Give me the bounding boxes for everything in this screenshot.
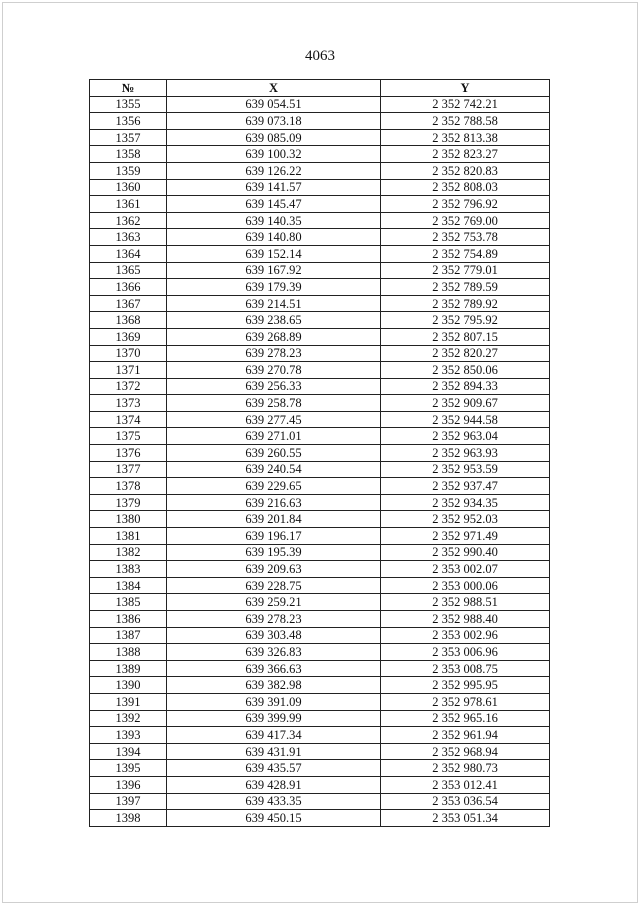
y-coordinate-cell: 2 352 808.03 (381, 179, 550, 196)
x-coordinate-cell: 639 145.47 (167, 196, 381, 213)
y-coordinate-cell: 2 353 002.07 (381, 561, 550, 578)
y-coordinate-cell: 2 352 934.35 (381, 494, 550, 511)
x-coordinate-cell: 639 073.18 (167, 113, 381, 130)
x-coordinate-cell: 639 399.99 (167, 710, 381, 727)
y-coordinate-cell: 2 352 742.21 (381, 96, 550, 113)
y-coordinate-cell: 2 352 995.95 (381, 677, 550, 694)
point-number-cell: 1393 (90, 727, 167, 744)
table-row (90, 760, 550, 777)
y-coordinate-cell: 2 352 789.59 (381, 279, 550, 296)
table-row (90, 511, 550, 528)
point-number-cell: 1373 (90, 395, 167, 412)
y-coordinate-cell: 2 353 051.34 (381, 810, 550, 827)
x-coordinate-cell: 639 054.51 (167, 96, 381, 113)
y-coordinate-cell: 2 353 006.96 (381, 644, 550, 661)
x-coordinate-cell: 639 278.23 (167, 611, 381, 628)
point-number-cell: 1370 (90, 345, 167, 362)
x-coordinate-cell: 639 391.09 (167, 693, 381, 710)
y-coordinate-cell: 2 352 850.06 (381, 362, 550, 379)
table-row (90, 660, 550, 677)
point-number-cell: 1389 (90, 660, 167, 677)
x-coordinate-cell: 639 085.09 (167, 129, 381, 146)
point-number-cell: 1369 (90, 328, 167, 345)
y-coordinate-cell: 2 353 036.54 (381, 793, 550, 810)
y-coordinate-cell: 2 352 779.01 (381, 262, 550, 279)
point-number-cell: 1378 (90, 478, 167, 495)
table-row (90, 96, 550, 113)
point-number-cell: 1385 (90, 594, 167, 611)
x-coordinate-cell: 639 100.32 (167, 146, 381, 163)
point-number-cell: 1387 (90, 627, 167, 644)
x-coordinate-cell: 639 433.35 (167, 793, 381, 810)
x-coordinate-cell: 639 195.39 (167, 544, 381, 561)
table-row (90, 262, 550, 279)
y-coordinate-cell: 2 352 795.92 (381, 312, 550, 329)
table-row (90, 345, 550, 362)
column-header-number: № (90, 80, 167, 97)
x-coordinate-cell: 639 228.75 (167, 577, 381, 594)
table-body (90, 96, 550, 826)
table-row (90, 162, 550, 179)
x-coordinate-cell: 639 303.48 (167, 627, 381, 644)
x-coordinate-cell: 639 152.14 (167, 245, 381, 262)
x-coordinate-cell: 639 179.39 (167, 279, 381, 296)
table-row (90, 627, 550, 644)
y-coordinate-cell: 2 352 754.89 (381, 245, 550, 262)
point-number-cell: 1365 (90, 262, 167, 279)
table-row (90, 179, 550, 196)
x-coordinate-cell: 639 259.21 (167, 594, 381, 611)
table-row (90, 212, 550, 229)
y-coordinate-cell: 2 352 978.61 (381, 693, 550, 710)
point-number-cell: 1377 (90, 461, 167, 478)
y-coordinate-cell: 2 352 813.38 (381, 129, 550, 146)
table-row (90, 328, 550, 345)
table-header-row (90, 80, 550, 97)
x-coordinate-cell: 639 167.92 (167, 262, 381, 279)
table-row (90, 279, 550, 296)
point-number-cell: 1396 (90, 776, 167, 793)
point-number-cell: 1356 (90, 113, 167, 130)
y-coordinate-cell: 2 352 990.40 (381, 544, 550, 561)
x-coordinate-cell: 639 326.83 (167, 644, 381, 661)
table-row (90, 776, 550, 793)
table-row (90, 528, 550, 545)
x-coordinate-cell: 639 229.65 (167, 478, 381, 495)
page-number: 4063 (305, 48, 335, 64)
table-row (90, 710, 550, 727)
point-number-cell: 1371 (90, 362, 167, 379)
table-row (90, 245, 550, 262)
y-coordinate-cell: 2 353 012.41 (381, 776, 550, 793)
x-coordinate-cell: 639 270.78 (167, 362, 381, 379)
table-row (90, 793, 550, 810)
table-row (90, 677, 550, 694)
point-number-cell: 1381 (90, 528, 167, 545)
point-number-cell: 1383 (90, 561, 167, 578)
table-row (90, 644, 550, 661)
y-coordinate-cell: 2 352 796.92 (381, 196, 550, 213)
x-coordinate-cell: 639 256.33 (167, 378, 381, 395)
table-row (90, 461, 550, 478)
table-row (90, 478, 550, 495)
point-number-cell: 1358 (90, 146, 167, 163)
y-coordinate-cell: 2 352 807.15 (381, 328, 550, 345)
y-coordinate-cell: 2 352 820.83 (381, 162, 550, 179)
x-coordinate-cell: 639 277.45 (167, 411, 381, 428)
x-coordinate-cell: 639 278.23 (167, 345, 381, 362)
y-coordinate-cell: 2 353 000.06 (381, 577, 550, 594)
table-row (90, 428, 550, 445)
point-number-cell: 1376 (90, 445, 167, 462)
table-row (90, 594, 550, 611)
x-coordinate-cell: 639 450.15 (167, 810, 381, 827)
x-coordinate-cell: 639 271.01 (167, 428, 381, 445)
y-coordinate-cell: 2 352 988.40 (381, 611, 550, 628)
x-coordinate-cell: 639 260.55 (167, 445, 381, 462)
table-row (90, 445, 550, 462)
y-coordinate-cell: 2 352 963.93 (381, 445, 550, 462)
table-row (90, 561, 550, 578)
x-coordinate-cell: 639 258.78 (167, 395, 381, 412)
table-row (90, 295, 550, 312)
point-number-cell: 1364 (90, 245, 167, 262)
point-number-cell: 1367 (90, 295, 167, 312)
point-number-cell: 1366 (90, 279, 167, 296)
x-coordinate-cell: 639 382.98 (167, 677, 381, 694)
point-number-cell: 1379 (90, 494, 167, 511)
table-row (90, 129, 550, 146)
point-number-cell: 1392 (90, 710, 167, 727)
point-number-cell: 1359 (90, 162, 167, 179)
point-number-cell: 1380 (90, 511, 167, 528)
table-row (90, 544, 550, 561)
table-row (90, 693, 550, 710)
table-row (90, 146, 550, 163)
table-row (90, 113, 550, 130)
point-number-cell: 1360 (90, 179, 167, 196)
y-coordinate-cell: 2 353 008.75 (381, 660, 550, 677)
column-header-x: X (167, 80, 381, 97)
point-number-cell: 1362 (90, 212, 167, 229)
point-number-cell: 1361 (90, 196, 167, 213)
x-coordinate-cell: 639 141.57 (167, 179, 381, 196)
point-number-cell: 1372 (90, 378, 167, 395)
x-coordinate-cell: 639 435.57 (167, 760, 381, 777)
x-coordinate-cell: 639 201.84 (167, 511, 381, 528)
table-row (90, 577, 550, 594)
x-coordinate-cell: 639 240.54 (167, 461, 381, 478)
x-coordinate-cell: 639 140.35 (167, 212, 381, 229)
table-row (90, 229, 550, 246)
point-number-cell: 1388 (90, 644, 167, 661)
y-coordinate-cell: 2 352 980.73 (381, 760, 550, 777)
y-coordinate-cell: 2 352 769.00 (381, 212, 550, 229)
x-coordinate-cell: 639 428.91 (167, 776, 381, 793)
point-number-cell: 1374 (90, 411, 167, 428)
x-coordinate-cell: 639 126.22 (167, 162, 381, 179)
point-number-cell: 1375 (90, 428, 167, 445)
y-coordinate-cell: 2 352 823.27 (381, 146, 550, 163)
table-row (90, 743, 550, 760)
point-number-cell: 1391 (90, 693, 167, 710)
point-number-cell: 1395 (90, 760, 167, 777)
x-coordinate-cell: 639 268.89 (167, 328, 381, 345)
y-coordinate-cell: 2 352 894.33 (381, 378, 550, 395)
column-header-y: Y (381, 80, 550, 97)
table-row (90, 395, 550, 412)
coordinates-table (89, 79, 550, 827)
point-number-cell: 1382 (90, 544, 167, 561)
y-coordinate-cell: 2 352 961.94 (381, 727, 550, 744)
y-coordinate-cell: 2 352 952.03 (381, 511, 550, 528)
table-row (90, 362, 550, 379)
point-number-cell: 1390 (90, 677, 167, 694)
y-coordinate-cell: 2 352 963.04 (381, 428, 550, 445)
y-coordinate-cell: 2 352 944.58 (381, 411, 550, 428)
table-row (90, 727, 550, 744)
x-coordinate-cell: 639 209.63 (167, 561, 381, 578)
point-number-cell: 1398 (90, 810, 167, 827)
y-coordinate-cell: 2 352 789.92 (381, 295, 550, 312)
y-coordinate-cell: 2 352 820.27 (381, 345, 550, 362)
y-coordinate-cell: 2 352 788.58 (381, 113, 550, 130)
x-coordinate-cell: 639 214.51 (167, 295, 381, 312)
point-number-cell: 1384 (90, 577, 167, 594)
point-number-cell: 1368 (90, 312, 167, 329)
table-row (90, 196, 550, 213)
x-coordinate-cell: 639 216.63 (167, 494, 381, 511)
point-number-cell: 1357 (90, 129, 167, 146)
table-row (90, 611, 550, 628)
point-number-cell: 1355 (90, 96, 167, 113)
table-row (90, 810, 550, 827)
y-coordinate-cell: 2 352 988.51 (381, 594, 550, 611)
point-number-cell: 1397 (90, 793, 167, 810)
table-row (90, 411, 550, 428)
y-coordinate-cell: 2 352 968.94 (381, 743, 550, 760)
table-row (90, 378, 550, 395)
point-number-cell: 1386 (90, 611, 167, 628)
x-coordinate-cell: 639 431.91 (167, 743, 381, 760)
y-coordinate-cell: 2 352 909.67 (381, 395, 550, 412)
y-coordinate-cell: 2 352 965.16 (381, 710, 550, 727)
y-coordinate-cell: 2 352 971.49 (381, 528, 550, 545)
x-coordinate-cell: 639 140.80 (167, 229, 381, 246)
y-coordinate-cell: 2 352 937.47 (381, 478, 550, 495)
point-number-cell: 1394 (90, 743, 167, 760)
x-coordinate-cell: 639 366.63 (167, 660, 381, 677)
table-row (90, 312, 550, 329)
y-coordinate-cell: 2 352 753.78 (381, 229, 550, 246)
point-number-cell: 1363 (90, 229, 167, 246)
y-coordinate-cell: 2 352 953.59 (381, 461, 550, 478)
y-coordinate-cell: 2 353 002.96 (381, 627, 550, 644)
x-coordinate-cell: 639 238.65 (167, 312, 381, 329)
x-coordinate-cell: 639 417.34 (167, 727, 381, 744)
table-row (90, 494, 550, 511)
x-coordinate-cell: 639 196.17 (167, 528, 381, 545)
